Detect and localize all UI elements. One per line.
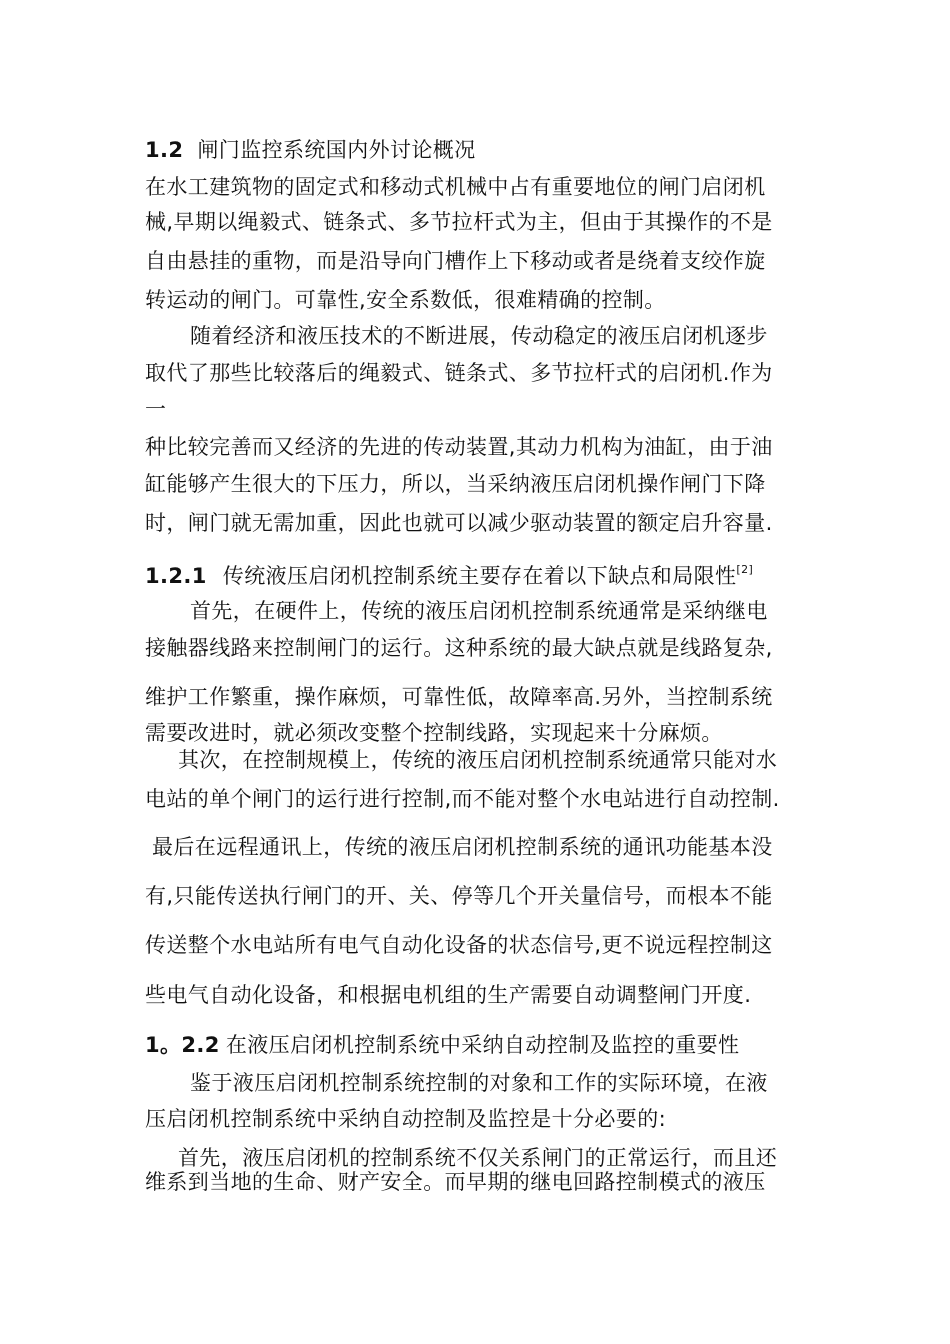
- paragraph-line: 需要改进时，就必须改变整个控制线路，实现起来十分麻烦。: [145, 721, 723, 745]
- paragraph-line: 自由悬挂的重物，而是沿导向门槽作上下移动或者是绕着支绞作旋: [145, 249, 766, 273]
- paragraph-line: 电站的单个闸门的运行进行控制,而不能对整个水电站进行自动控制.: [145, 787, 780, 811]
- section-number: 1.2.1: [145, 564, 207, 588]
- paragraph-line: 时，闸门就无需加重，因此也就可以减少驱动装置的额定启升容量.: [145, 511, 773, 535]
- paragraph-line: 传送整个水电站所有电气自动化设备的状态信号,更不说远程控制这: [145, 933, 773, 957]
- paragraph-line: 其次，在控制规模上，传统的液压启闭机控制系统通常只能对水: [178, 748, 778, 772]
- reference-marker: [2]: [736, 563, 754, 576]
- section-heading-1-2-1: [145, 557, 753, 591]
- paragraph-line: 压启闭机控制系统中采纳自动控制及监控是十分必要的:: [145, 1107, 667, 1131]
- section-title: 闸门监控系统国内外讨论概况: [197, 138, 476, 162]
- paragraph-line: 取代了那些比较落后的绳毅式、链条式、多节拉杆式的启闭机.作为: [145, 361, 773, 385]
- paragraph-line: 械,早期以绳毅式、链条式、多节拉杆式为主，但由于其操作的不是: [145, 210, 773, 234]
- paragraph-line: 缸能够产生很大的下压力，所以，当采纳液压启闭机操作闸门下降: [145, 472, 766, 496]
- paragraph-line: 接触器线路来控制闸门的运行。这种系统的最大缺点就是线路复杂,: [145, 636, 773, 660]
- paragraph-line: 有,只能传送执行闸门的开、关、停等几个开关量信号，而根本不能: [145, 884, 773, 908]
- paragraph-line: 首先，在硬件上，传统的液压启闭机控制系统通常是采纳继电: [190, 599, 768, 623]
- paragraph-line: 维护工作繁重，操作麻烦，可靠性低，故障率高.另外，当控制系统: [145, 685, 773, 709]
- paragraph-line: 首先，液压启闭机的控制系统不仅关系闸门的正常运行，而且还: [178, 1146, 778, 1170]
- paragraph-line: 随着经济和液压技术的不断进展，传动稳定的液压启闭机逐步: [190, 324, 768, 348]
- paragraph-line: 鉴于液压启闭机控制系统控制的对象和工作的实际环境，在液: [190, 1071, 768, 1095]
- section-heading-1-2-2: [145, 1030, 739, 1060]
- paragraph-line: 维系到当地的生命、财产安全。而早期的继电回路控制模式的液压: [145, 1170, 766, 1194]
- paragraph-line: 转运动的闸门。可靠性,安全系数低，很难精确的控制。: [145, 288, 666, 312]
- section-number: 1。2.2: [145, 1033, 220, 1057]
- paragraph-line: 最后在远程通讯上，传统的液压启闭机控制系统的通讯功能基本没: [152, 835, 773, 859]
- paragraph-line: 一: [145, 397, 167, 421]
- paragraph-line: 在水工建筑物的固定式和移动式机械中占有重要地位的闸门启闭机: [145, 175, 766, 199]
- section-title: 在液压启闭机控制系统中采纳自动控制及监控的重要性: [225, 1033, 740, 1057]
- paragraph-line: 种比较完善而又经济的先进的传动装置,其动力机构为油缸，由于油: [145, 435, 773, 459]
- section-number: 1.2: [145, 138, 184, 162]
- paragraph-line: 些电气自动化设备，和根据电机组的生产需要自动调整闸门开度.: [145, 983, 752, 1007]
- section-title: 传统液压启闭机控制系统主要存在着以下缺点和局限性: [222, 564, 737, 588]
- section-heading-1-2: [145, 135, 476, 165]
